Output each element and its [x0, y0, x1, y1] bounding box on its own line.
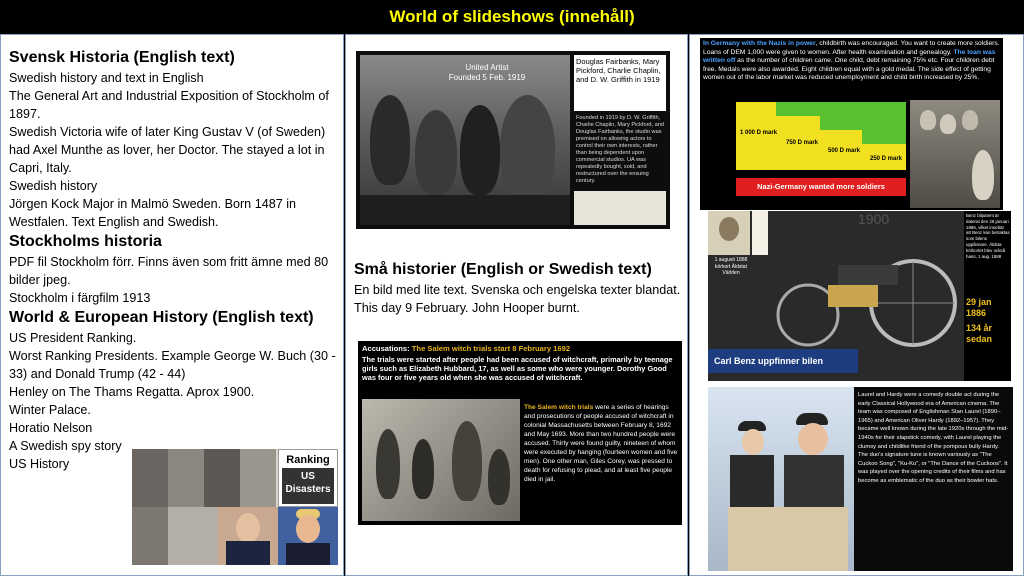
loan-step-label: 750 D mark: [786, 140, 819, 146]
president-portrait: [168, 507, 218, 565]
laurel-hardy-image[interactable]: [708, 387, 1013, 571]
children-photo: [910, 100, 1000, 208]
link-swedish-spy-story[interactable]: A Swedish spy story: [9, 439, 122, 453]
benz-motorwagen: [768, 235, 964, 349]
president-portrait: [168, 449, 204, 507]
salem-trial-engraving: [362, 399, 520, 521]
founders-caption: Douglas Fairbanks, Mary Pickford, Charlie Chaplin, and D. W. Griffith in 1919: [574, 55, 666, 111]
link-stockholm-fargfilm-1913[interactable]: Stockholm i färgfilm 1913: [9, 291, 151, 305]
link-winter-palace[interactable]: Winter Palace.: [9, 403, 91, 417]
loan-step-label: 250 D mark: [870, 156, 903, 162]
president-portrait: [132, 507, 168, 565]
left-panel: [0, 34, 344, 576]
salem-intro: The trials were started after people had been accused of witchcraft, primarily by teenage girls such as Elizabeth Hubbard, 17, as well as some who were younger. Dorothy Good was four or five years old when she was accused of witchcraft.: [362, 355, 673, 382]
benz-patent-date: 29 jan 1886: [966, 297, 992, 318]
loan-step-label: 500 D mark: [828, 148, 861, 154]
carl-benz-image[interactable]: [708, 211, 1011, 381]
ranking-label-disasters: Disasters: [285, 484, 331, 495]
benz-age: 134 år sedan: [966, 323, 993, 344]
link-stockholm-exposition-1897[interactable]: The General Art and Industrial Exposition of Stockholm of 1897.: [9, 89, 329, 121]
loan-step-1: [736, 102, 776, 170]
link-stockholm-forr-pdf[interactable]: PDF fil Stockholm förr. Finns även som fritt ämne med 80 bilder jpeg.: [9, 255, 329, 287]
link-victoria-axel-munthe[interactable]: Swedish Victoria wife of later King Gustav V (of Sweden) had Axel Munthe as lover, her Doctor. The stayed a lot in Capri, Italy.: [9, 125, 326, 175]
ranking-label-us: US: [301, 471, 315, 482]
bush-portrait: [218, 507, 278, 565]
president-portrait: [240, 449, 276, 507]
laurel-hardy-photo: [708, 387, 854, 571]
united-artists-description: Founded in 1919 by D. W. Griffith, Charlie Chaplin, Mary Pickford, and Douglas Fairbanks, the studio was premised on allowing actors to control their own interests, rather than being dependent upon commercial studios. UA was repeatedly bought, sold, and restructured over the ensuing century.: [576, 115, 664, 184]
united-artists-image[interactable]: [356, 51, 670, 229]
president-portrait: [204, 449, 240, 507]
nazi-germany-image[interactable]: [700, 38, 1003, 210]
presidents-ranking-image[interactable]: [132, 449, 338, 565]
year-mark: 1900: [858, 211, 890, 227]
left-text-column: [9, 47, 341, 473]
middle-text-column: [354, 259, 684, 317]
section-heading-world-european-history[interactable]: World & European History (English text): [9, 309, 314, 326]
section-heading-stockholms-historia[interactable]: Stockholms historia: [9, 233, 162, 250]
nazi-banner: Nazi-Germany wanted more soldiers: [736, 178, 906, 196]
license-document: [752, 211, 768, 255]
link-us-history[interactable]: US History: [9, 457, 70, 471]
ranking-label-box: [278, 449, 338, 507]
salem-witch-trials-image[interactable]: [358, 341, 682, 525]
link-en-bild-med-lite-text[interactable]: En bild med lite text. Svenska och engelska texter blandat.: [354, 283, 681, 297]
link-horatio-nelson[interactable]: Horatio Nelson: [9, 421, 93, 435]
president-portrait: [132, 449, 168, 507]
section-heading-sma-historier[interactable]: Små historier (English or Swedish text): [354, 261, 652, 278]
link-worst-ranking-presidents[interactable]: Worst Ranking Presidents. Example George W. Buch (30 - 33) and Donald Trump (42 - 44): [9, 349, 336, 381]
right-panel: [689, 34, 1024, 576]
license-caption: 1 augusti 1888 körkort Äldstat Världen: [714, 257, 748, 276]
ranking-label: Ranking: [286, 454, 330, 466]
link-henley-regatta[interactable]: Henley on The Thams Regatta. Aprox 1900.: [9, 385, 255, 399]
link-swedish-history[interactable]: Swedish history: [9, 179, 98, 193]
link-jorgen-kock[interactable]: Jörgen Kock Major in Malmö Sweden. Born 1487 in Westfalen. Text English and Swedish.: [9, 197, 297, 229]
benz-portrait: [708, 211, 750, 255]
document-thumbnail: [574, 191, 666, 225]
section-heading-svensk-historia[interactable]: Svensk Historia (English text): [9, 49, 235, 66]
link-john-hooper-burnt[interactable]: This day 9 February. John Hooper burnt.: [354, 301, 580, 315]
benz-banner: Carl Benz uppfinner bilen: [708, 349, 858, 373]
loan-step-label: 1 000 D mark: [740, 130, 778, 136]
title-bar: [0, 0, 1024, 34]
trump-portrait: [278, 507, 338, 565]
laurel-hardy-text: Laurel and Hardy were a comedy double act during the early Classical Hollywood era of American cinema. The team was composed of Englishman Stan Laurel (1890–1965) and American Oliver Hardy (1892–1957). They became well known during the late 1920s through the mid-1940s for their slapstick comedy, with Laurel playing the clumsy and childlike friend of the pompous bully Hardy. The duo's signature tune is known variously as "The Cuckoo Song", "Ku-Ku", or "The Dance of the Cuckoos". It was played over the opening credits of their films and has become as emblematic of the duo as their bowler hats.: [858, 392, 1009, 484]
nazi-loan-text: In Germany with the Nazis in power, childbirth was encouraged. You want to create more soldiers. Loans of DEM 1,000 were given to women. After health examination and genealogy. The loan was written off as the number of children came. One child, debt remaining 75% etc. Four children debt free. Medals were also awarded. Eight children equal with a gold medal. The side effect of getting women out of the labor market was reduced unemployment and child birth increased by 25%.: [703, 40, 1000, 82]
united-artist-caption: United Artist Founded 5 Feb. 1919: [448, 63, 526, 82]
page-title: World of slideshows (innehåll): [389, 7, 635, 26]
middle-panel: [345, 34, 688, 576]
link-us-president-ranking[interactable]: US President Ranking.: [9, 331, 137, 345]
link-swedish-history-english[interactable]: Swedish history and text in English: [9, 71, 204, 85]
salem-title: Accusations: The Salem witch trials start 8 February 1692: [362, 344, 571, 353]
benz-patent-text: Benz bilpatent är daterat den 29 januari 1886, vilket innebär att Benz kan betraktas som bilens uppfinnare. Äldsta körkortet blev också hans, 1 aug. 1888: [966, 213, 1010, 259]
salem-description: The Salem witch trials were a series of hearings and prosecutions of people accused of witchcraft in colonial Massachusetts between February 8, 1692 and May 1693. More than two hundred people were accused. Thirty were found guilty, nineteen of whom were executed by hanging (fourteen women and five men). One other man, Giles Corey, was pressed to death for refusing to plead, and at least five people died in jail.: [524, 404, 678, 483]
